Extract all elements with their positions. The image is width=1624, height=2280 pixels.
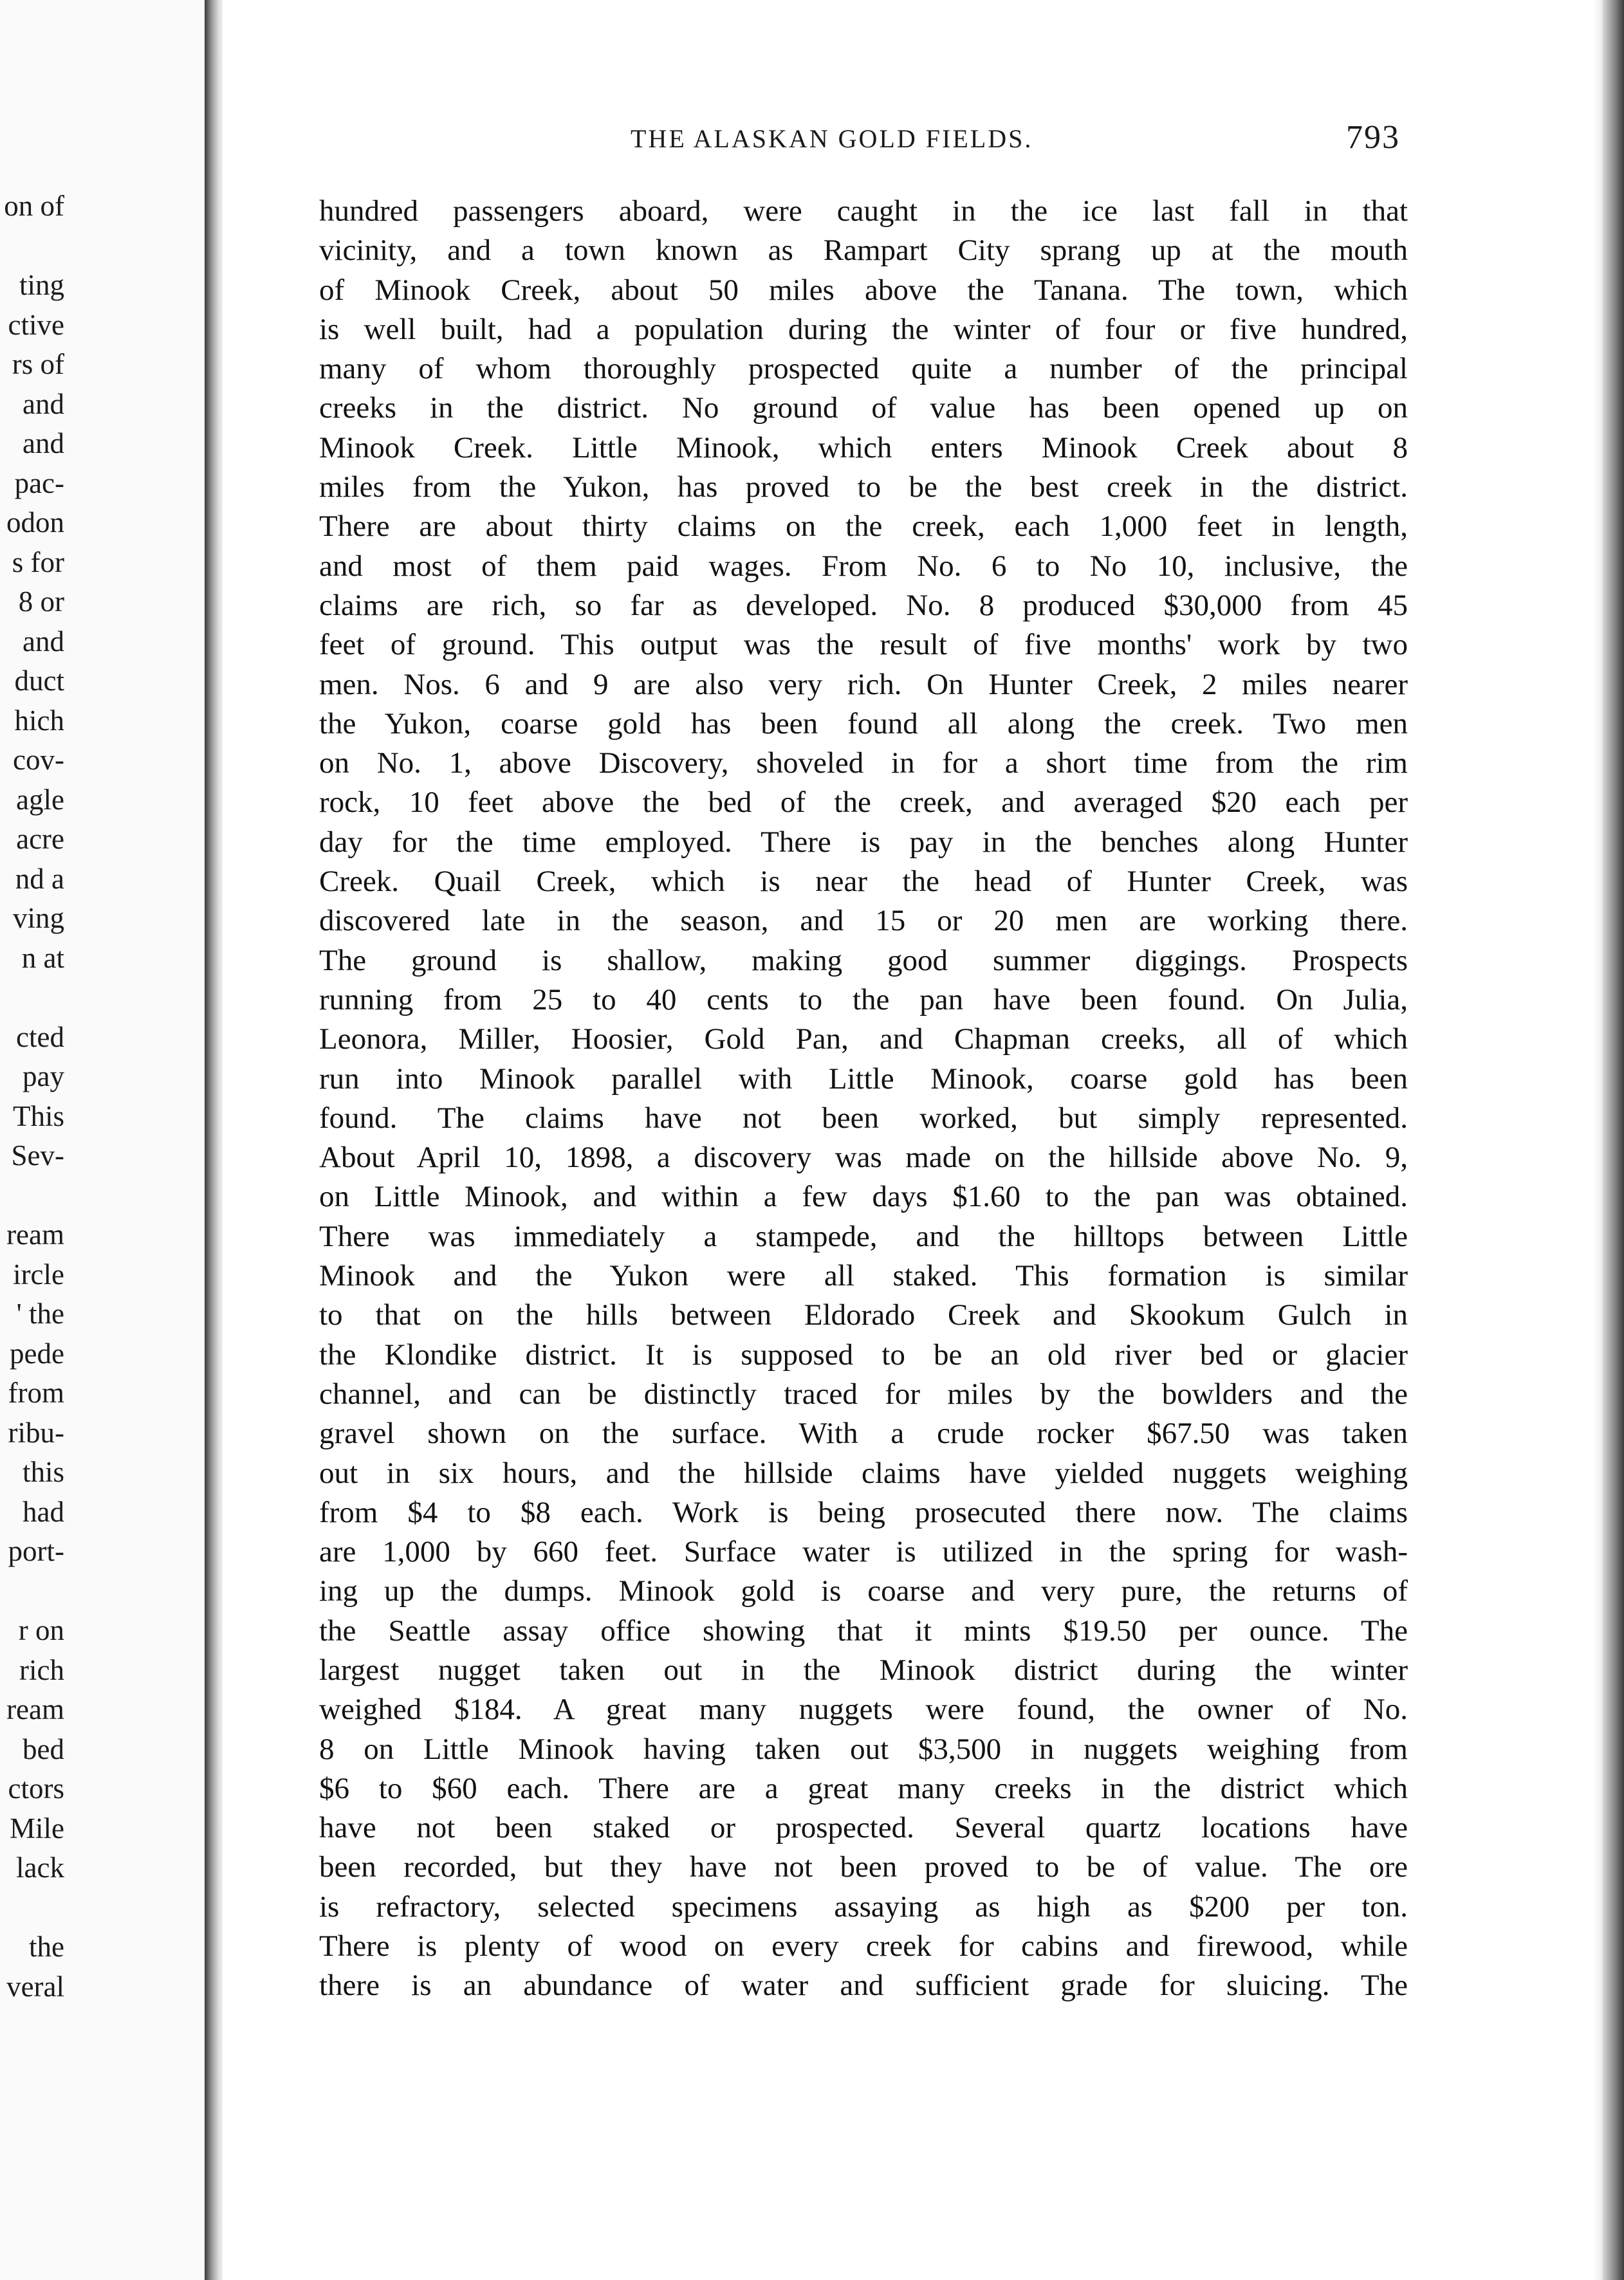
facing-page-fragment: [0, 978, 64, 1018]
facing-page-fragment: ream: [6, 1693, 64, 1725]
facing-page-fragment: lack: [16, 1852, 64, 1884]
text-line: rock, 10 feet above the bed of the creek, and averaged $20 each per: [319, 786, 1408, 820]
text-line: vicinity, and a town known as Rampart City sprang up at the mouth: [319, 234, 1408, 268]
facing-page-fragment: ribu-: [8, 1416, 64, 1449]
text-line: The ground is shallow, making good summer diggings. Prospects: [319, 943, 1408, 977]
facing-page-fragment: r on: [18, 1614, 64, 1646]
text-line: is refractory, selected specimens assaying as high as $200 per ton.: [319, 1889, 1408, 1924]
facing-page-fragment: from: [8, 1377, 64, 1409]
text-line: miles from the Yukon, has proved to be the best creek in the district.: [319, 470, 1408, 504]
text-line: Creek. Quail Creek, which is near the head of Hunter Creek, was: [319, 865, 1408, 899]
facing-page-edge: [0, 0, 205, 2280]
facing-page-fragment: ' the: [16, 1298, 64, 1330]
text-line: discovered late in the season, and 15 or 20 men are working there.: [319, 904, 1408, 938]
facing-page-fragment: s for: [12, 546, 64, 578]
text-line: channel, and can be distinctly traced for miles by the bowlders and the: [319, 1377, 1408, 1411]
text-line: Minook and the Yukon were all staked. This formation is similar: [319, 1259, 1408, 1293]
facing-page-fragment: on of: [4, 190, 64, 222]
facing-page-fragment: 8 or: [18, 585, 64, 618]
page-number: 793: [1346, 119, 1400, 156]
facing-page-fragment: ctive: [8, 308, 64, 341]
text-line: day for the time employed. There is pay in the benches along Hunter: [319, 825, 1408, 859]
facing-page-fragment: and: [23, 387, 64, 420]
facing-page-fragment: and: [23, 625, 64, 657]
facing-page-fragment: duct: [14, 665, 64, 697]
text-line: are 1,000 by 660 feet. Surface water is utilized in the spring for wash-: [319, 1535, 1408, 1569]
facing-page-fragment: and: [23, 427, 64, 459]
facing-page-fragment: nd a: [15, 862, 64, 895]
text-line: to that on the hills between Eldorado Creek and Skookum Gulch in: [319, 1298, 1408, 1332]
facing-page-fragment: odon: [6, 506, 64, 538]
text-line: Leonora, Miller, Hoosier, Gold Pan, and Chapman creeks, all of which: [319, 1022, 1408, 1056]
text-line: and most of them paid wages. From No. 6 to No 10, inclusive, the: [319, 549, 1408, 583]
text-line: largest nugget taken out in the Minook district during the winter: [319, 1653, 1408, 1687]
facing-page-fragment: pede: [10, 1337, 64, 1370]
facing-page-fragment: ctors: [8, 1772, 64, 1805]
facing-page-fragment: ream: [6, 1218, 64, 1251]
facing-page-fragment: cov-: [13, 744, 64, 776]
text-line: $6 to $60 each. There are a great many creeks in the district which: [319, 1771, 1408, 1805]
text-line: Minook Creek. Little Minook, which enters Minook Creek about 8: [319, 430, 1408, 464]
text-line: found. The claims have not been worked, but simply represented.: [319, 1101, 1408, 1135]
text-line: hundred passengers aboard, were caught in the ice last fall in that: [319, 194, 1408, 228]
facing-page-fragment: agle: [16, 783, 64, 816]
facing-page-fragment: bed: [23, 1733, 64, 1765]
page-edge-highlight: [1593, 0, 1602, 2280]
facing-page-fragment: Sev-: [11, 1139, 64, 1172]
facing-page-fragment: rich: [19, 1653, 64, 1686]
text-line: the Seattle assay office showing that it mints $19.50 per ounce. The: [319, 1613, 1408, 1648]
page-edge-shadow: [1602, 0, 1624, 2280]
text-line: there is an abundance of water and sufficient grade for sluicing. The: [319, 1969, 1408, 2003]
facing-page-fragment: [0, 1572, 64, 1612]
facing-page-fragment: [0, 226, 64, 266]
text-line: been recorded, but they have not been proved to be of value. The ore: [319, 1850, 1408, 1884]
facing-page-fragment: the: [29, 1931, 64, 1963]
facing-page-fragment: hich: [14, 704, 64, 737]
facing-page-fragment: [0, 1888, 64, 1928]
facing-page-fragment: n at: [21, 941, 64, 974]
text-line: claims are rich, so far as developed. No. 8 produced $30,000 from 45: [319, 588, 1408, 622]
text-line: on Little Minook, and within a few days $1.60 to the pan was obtained.: [319, 1180, 1408, 1214]
text-line: many of whom thoroughly prospected quite a number of the principal: [319, 352, 1408, 386]
facing-page-fragment: pay: [23, 1060, 64, 1092]
facing-page-fragment: acre: [16, 823, 64, 855]
text-line: 8 on Little Minook having taken out $3,500 in nuggets weighing from: [319, 1732, 1408, 1766]
facing-page-fragment: rs of: [12, 348, 64, 380]
facing-page-fragment: This: [12, 1099, 64, 1132]
text-line: on No. 1, above Discovery, shoveled in for a short time from the rim: [319, 746, 1408, 780]
text-line: out in six hours, and the hillside claims have yielded nuggets weighing: [319, 1456, 1408, 1490]
text-line: the Klondike district. It is supposed to be an old river bed or glacier: [319, 1338, 1408, 1372]
text-line: ing up the dumps. Minook gold is coarse and very pure, the returns of: [319, 1574, 1408, 1608]
facing-page-fragment: ting: [19, 269, 64, 301]
text-line: There is plenty of wood on every creek for cabins and firewood, while: [319, 1929, 1408, 1963]
text-line: There was immediately a stampede, and the hilltops between Little: [319, 1219, 1408, 1253]
text-line: from $4 to $8 each. Work is being prosecuted there now. The claims: [319, 1495, 1408, 1529]
text-line: running from 25 to 40 cents to the pan have been found. On Julia,: [319, 982, 1408, 1016]
text-line: weighed $184. A great many nuggets were found, the owner of No.: [319, 1693, 1408, 1727]
text-line: men. Nos. 6 and 9 are also very rich. On Hunter Creek, 2 miles nearer: [319, 667, 1408, 701]
facing-page-fragment: ving: [12, 902, 64, 934]
text-line: About April 10, 1898, a discovery was made on the hillside above No. 9,: [319, 1141, 1408, 1175]
text-line: of Minook Creek, about 50 miles above the Tanana. The town, which: [319, 273, 1408, 307]
text-line: have not been staked or prospected. Several quartz locations have: [319, 1811, 1408, 1845]
text-line: the Yukon, coarse gold has been found all along the creek. Two men: [319, 706, 1408, 740]
text-line: There are about thirty claims on the creek, each 1,000 feet in length,: [319, 510, 1408, 544]
facing-page-fragment: cted: [16, 1020, 64, 1053]
text-line: gravel shown on the surface. With a crude rocker $67.50 was taken: [319, 1417, 1408, 1451]
facing-page-fragment: [0, 1176, 64, 1216]
book-gutter-shadow: [205, 0, 223, 2280]
text-line: feet of ground. This output was the result of five months' work by two: [319, 628, 1408, 662]
text-line: run into Minook parallel with Little Minook, coarse gold has been: [319, 1062, 1408, 1096]
facing-page-fragment: port-: [8, 1535, 64, 1567]
facing-page-fragment: had: [23, 1495, 64, 1528]
facing-page-text-fragments: [0, 187, 64, 2007]
body-text: [319, 192, 1408, 2006]
facing-page-fragment: Mile: [10, 1812, 64, 1844]
text-line: is well built, had a population during the winter of four or five hundred,: [319, 312, 1408, 346]
facing-page-fragment: pac-: [14, 466, 64, 499]
facing-page-fragment: this: [22, 1456, 64, 1488]
text-line: creeks in the district. No ground of value has been opened up on: [319, 391, 1408, 425]
facing-page-fragment: veral: [6, 1970, 64, 2003]
running-head: THE ALASKAN GOLD FIELDS.: [631, 124, 1033, 153]
facing-page-fragment: ircle: [13, 1258, 64, 1291]
